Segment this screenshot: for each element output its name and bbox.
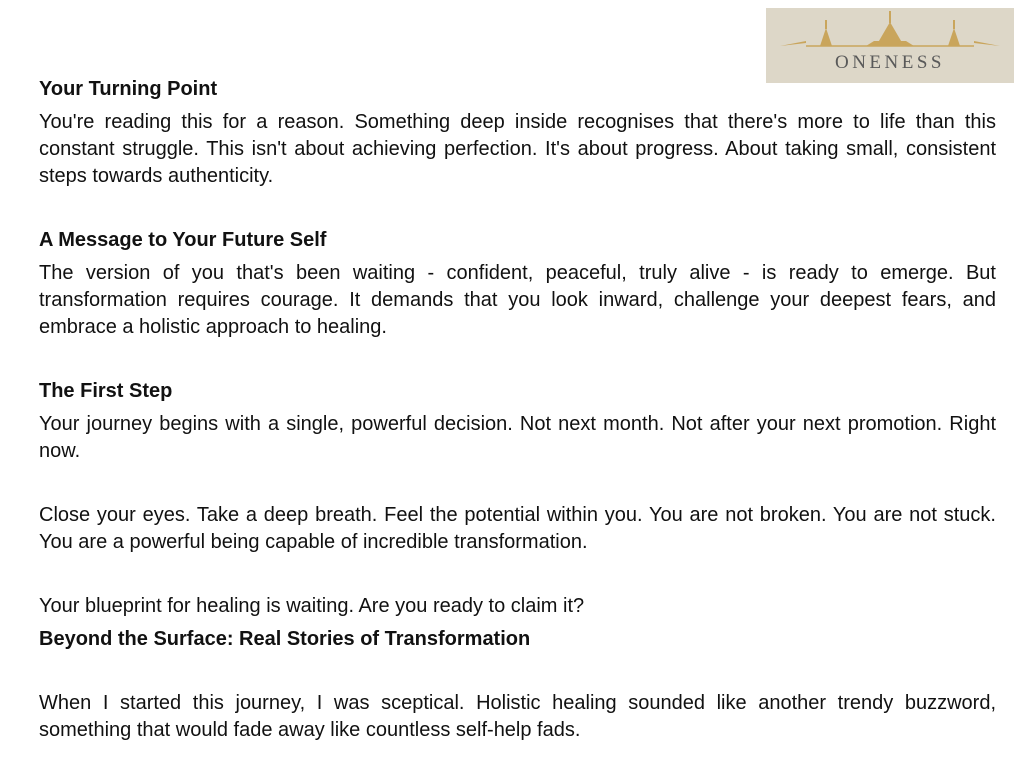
section-turning-point: [39, 76, 996, 190]
section-paragraph: You're reading this for a reason. Something deep inside recognises that there's more to life than this constant struggle. This isn't about achieving perfection. It's about progress. About taking small, consistent steps towards authenticity.: [39, 111, 996, 187]
section-paragraph: When I started this journey, I was sceptical. Holistic healing sounded like another trendy buzzword, something that would fade away like countless self-help fads.: [39, 692, 996, 741]
section-paragraph: Close your eyes. Take a deep breath. Feel the potential within you. You are not broken. You are not stuck. You are a powerful being capable of incredible transformation.: [39, 504, 996, 553]
section-first-step: [39, 378, 996, 620]
section-paragraph: The version of you that's been waiting - confident, peaceful, truly alive - is ready to emerge. But transformation requires courage. It demands that you look inward, challenge your deepest fears, and embrace a holistic approach to healing.: [39, 262, 996, 338]
section-heading: Your Turning Point: [39, 78, 218, 100]
section-heading: The First Step: [39, 380, 173, 402]
section-heading: Beyond the Surface: Real Stories of Transformation: [39, 628, 531, 650]
temple-stupa-icon: [766, 8, 1014, 83]
section-paragraph: Your blueprint for healing is waiting. Are you ready to claim it?: [39, 595, 585, 617]
section-paragraph: Your journey begins with a single, powerful decision. Not next month. Not after your next promotion. Right now.: [39, 413, 996, 462]
logo-text: ONENESS: [834, 52, 946, 73]
section-real-stories: [39, 626, 996, 744]
article-body: [39, 76, 996, 744]
section-future-self: [39, 227, 996, 341]
section-heading: A Message to Your Future Self: [39, 229, 327, 251]
oneness-logo: [766, 8, 1014, 83]
